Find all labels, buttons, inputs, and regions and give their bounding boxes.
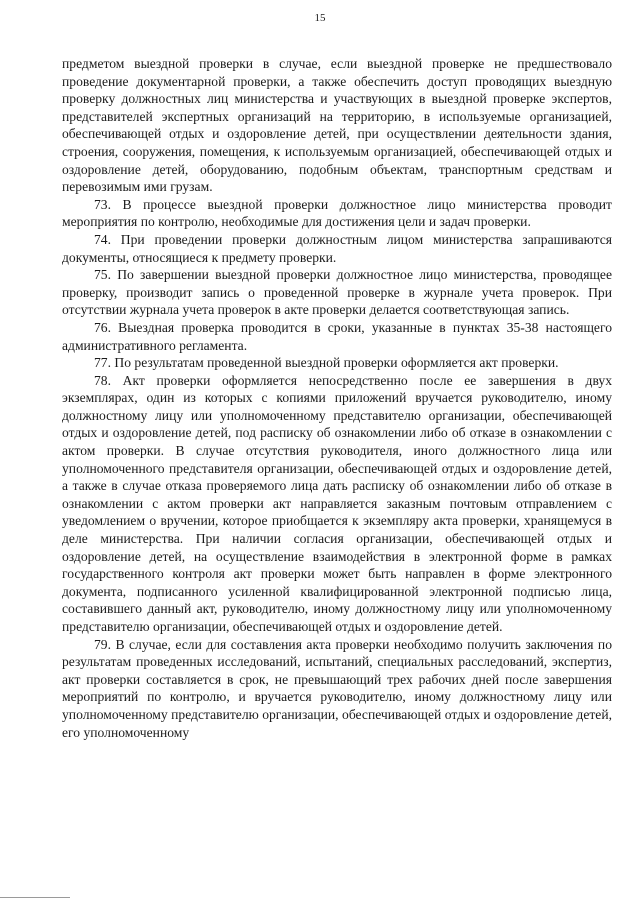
- paragraph-75: 75. По завершении выездной проверки должностное лицо министерства, проводящее проверку, производит запись о проведенной проверке в журнале учета проверок. При отсутствии журнала учета проверок в акте проверки делается соответствующая запись.: [62, 267, 612, 318]
- footnote-divider: [0, 897, 70, 898]
- paragraph-74: 74. При проведении проверки должностным лицом министерства запрашиваются документы, относящиеся к предмету проверки.: [62, 231, 612, 265]
- paragraph-continuation: предметом выездной проверки в случае, если выездной проверке не предшествовало проведение документарной проверки, а также обеспечить доступ проводящих выездную проверку должностных лиц министерства и участвующих в выездной проверке экспертов, представителей экспертных организаций на территорию, в используемые организацией, обеспечивающей отдых и оздоровление детей, при осуществлении деятельности здания, строения, сооружения, помещения, к используемым организацией, обеспечивающей отдых и оздоровление детей, оборудованию, подобным объектам, транспортным средствам и перевозимым ими грузам.: [62, 56, 612, 195]
- paragraph-73: 73. В процессе выездной проверки должностное лицо министерства проводит мероприятия по контролю, необходимые для достижения цели и задач проверки.: [62, 196, 612, 230]
- paragraph-76: 76. Выездная проверка проводится в сроки, указанные в пунктах 35-38 настоящего административного регламента.: [62, 319, 612, 353]
- document-body: [62, 55, 612, 741]
- paragraph-77: 77. По результатам проведенной выездной проверки оформляется акт проверки.: [94, 355, 559, 371]
- paragraph-78: 78. Акт проверки оформляется непосредственно после ее завершения в двух экземплярах, один из которых с копиями приложений вручается руководителю, иному должностному лицу или уполномоченному представителю организации, обеспечивающей отдых и оздоровление детей, под расписку об ознакомлении либо об отказе в ознакомлении с актом проверки. В случае отсутствия руководителя, иного должностного лица или уполномоченного представителя организации, обеспечивающей отдых и оздоровление детей, а также в случае отказа проверяемого лица дать расписку об ознакомлении либо об отказе в ознакомлении с актом проверки акт направляется заказным почтовым отправлением с уведомлением о вручении, которое приобщается к экземпляру акта проверки, хранящемуся в деле министерства. При наличии согласия организации, обеспечивающей отдых и оздоровление детей, на осуществление взаимодействия в электронной форме в рамках государственного контроля акт проверки может быть направлен в форме электронного документа, подписанного усиленной квалифицированной электронной подписью лица, составившего данный акт, руководителю, иному должностному лицу или уполномоченному представителю организации, обеспечивающей отдых и оздоровление детей.: [62, 372, 612, 634]
- page-number: 15: [314, 12, 326, 24]
- paragraph-79: 79. В случае, если для составления акта проверки необходимо получить заключения по результатам проведенных исследований, испытаний, специальных расследований, экспертиз, акт проверки составляется в срок, не превышающий трех рабочих дней после завершения мероприятий по контролю, и вручается руководителю, иному должностному лицу или уполномоченному представителю организации, обеспечивающей отдых и оздоровление детей, его уполномоченному: [62, 636, 612, 740]
